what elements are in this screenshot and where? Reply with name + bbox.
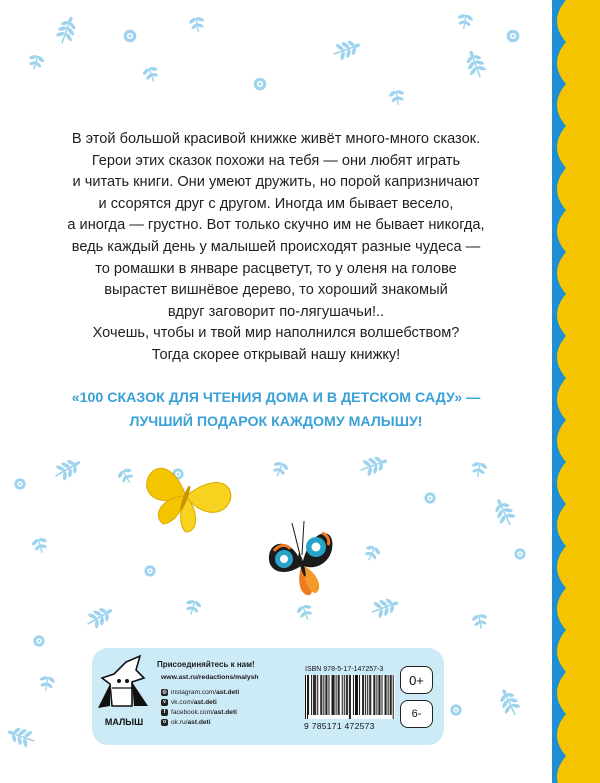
leaf-icon [331,36,364,63]
barcode-bar [338,675,339,715]
story-line: В этой большой красивой книжке живёт много-много сказок. [71,131,481,147]
age-mark-badge: 6- [400,700,433,728]
sprout-icon [26,53,46,72]
story-line: Хочешь, чтобы и твой мир наполнился волшебством? [92,325,460,342]
social-handle: ast.deti [187,719,211,727]
barcode-bar [385,675,386,715]
story-line: то ромашки в январе расцветут, то у оленя на голове [95,260,457,277]
barcode-bar [388,675,389,715]
sprout-icon [183,598,203,617]
leaf-icon [53,14,80,47]
barcode-bar [333,675,334,715]
barcode-bar [332,675,333,715]
barcode-bar [357,675,358,715]
barcode-icon [305,675,395,719]
social-link-ok[interactable] [161,718,239,728]
social-handle: ast.deti [193,698,217,706]
sprout-icon [141,64,162,84]
barcode-bar [346,675,347,715]
barcode-bar [326,675,327,715]
leaf-icon [5,723,38,750]
social-link-facebook[interactable] [161,707,239,717]
barcode-bar [369,675,370,715]
flower-icon [450,704,461,715]
barcode-bar [308,675,309,715]
flower-icon [144,565,155,576]
age-rating-badge: 0+ [400,666,433,694]
leaf-icon [462,48,489,81]
social-handle: ast.deti [216,688,240,696]
barcode-bar [314,675,315,715]
barcode-bar [355,675,356,715]
leaf-icon [358,452,391,479]
barcode-bar [356,675,357,715]
sprout-icon [361,543,383,564]
vk-icon: v [161,699,168,706]
barcode-bar [342,675,343,715]
barcode-bar [362,675,363,715]
sprout-icon [37,674,56,692]
leaf-icon [51,454,85,484]
flower-icon [33,635,44,646]
orange-butterfly-illustration [269,521,333,595]
promo-line-1: «100 СКАЗОК ДЛЯ ЧТЕНИЯ ДОМА И В ДЕТСКОМ САДУ» — [71,390,481,406]
story-line: Тогда скорее открывай нашу книжку! [151,346,401,363]
leaf-icon [83,602,117,632]
sprout-icon [295,602,316,622]
ok-icon: о [162,719,167,726]
barcode-bar [344,675,345,715]
sprout-icon [469,460,488,478]
story-line: вырастет вишнёвое дерево, то хороший знакомый [104,282,448,299]
barcode-bar [370,675,371,715]
social-prefix: facebook.com/ [171,708,214,716]
social-prefix: instagram.com/ [171,688,217,696]
story-line: и читать книги. Они умеют дружить, но порой капризничают [72,174,480,191]
barcode-bar [339,675,340,715]
barcode-bar [325,675,326,715]
leaf-icon [495,685,524,718]
social-prefix: ok.ru/ [171,719,188,727]
sprout-icon [387,88,406,106]
barcode-bar [367,675,368,715]
flower-icon [14,478,25,489]
promo-line-2: ЛУЧШИЙ ПОДАРОК КАЖДОМУ МАЛЫШУ! [129,414,423,430]
promo-slogan [0,386,552,434]
story-line: Герои этих сказок похожи на тебя — они любят играть [91,152,461,169]
story-line: и ссорятся друг с другом. Иногда им бывает весело, [98,195,454,212]
barcode-bar [363,675,364,715]
story-line: вдруг заговорит по-лягушачьи!.. [167,303,385,320]
social-link-instagram[interactable] [161,687,239,697]
barcode-bar [379,675,380,715]
barcode-bar [393,675,394,719]
sprout-icon [470,612,489,630]
barcode-bar [321,675,322,715]
flower-icon [124,30,137,43]
flower-icon [254,78,267,91]
barcode-bar [349,675,350,719]
publisher-info-panel [92,648,444,745]
yellow-butterfly-illustration [135,459,235,543]
barcode-bar [391,675,392,715]
malysh-logo-icon [92,648,156,745]
logo-text: МАЛЫШ [104,717,144,727]
barcode-bar [328,675,329,715]
isbn-number: ISBN 978-5-17-147257-3 [305,666,384,673]
barcode-bar [390,675,391,715]
barcode-bar [320,675,321,715]
barcode-bar [374,675,375,715]
flower-icon [424,492,435,503]
barcode-bar [334,675,335,715]
story-line: ведь каждый день у малышей происходят разные чудеса — [71,238,481,255]
barcode-bar [311,675,312,715]
barcode-bar [313,675,314,715]
barcode-bar [365,675,366,715]
story-line: а иногда — грустно. Вот только скучно им не бывает никогда, [67,217,485,234]
barcode-bar [350,675,351,719]
join-us-text: Присоединяйтесь к нам! [157,660,255,669]
barcode-bar [317,675,318,715]
barcode-bar [373,675,374,715]
social-link-vk[interactable] [161,697,239,707]
barcode-bar [382,675,383,715]
barcode-bar [376,675,377,715]
instagram-icon: ◎ [162,688,167,695]
barcode-bar [378,675,379,715]
sprout-icon [187,15,206,33]
social-prefix: vk.com/ [171,698,194,706]
barcode-bar [386,675,387,715]
barcode-bar [336,675,337,715]
flower-icon [507,30,520,43]
social-handle: ast.deti [213,708,237,716]
barcode-bar [307,675,308,719]
sprout-icon [455,12,474,30]
sprout-icon [115,465,137,487]
sprout-icon [30,536,50,555]
leaf-icon [369,594,402,621]
barcode-bar [323,675,324,715]
website-link[interactable]: www.ast.ru/redactions/malysh [161,674,259,681]
barcode-number: 9 785171 472573 [304,721,375,731]
sprout-icon [269,459,290,479]
social-links [161,687,239,728]
story-description [0,129,552,367]
barcode-bar [347,675,348,715]
book-spine-decoration [552,0,600,783]
barcode-bar [315,675,316,715]
barcode-bar [353,675,354,715]
leaf-icon [490,495,519,528]
flower-icon [514,548,525,559]
facebook-icon: f [161,709,168,716]
barcode-bar [359,675,360,715]
barcode-bar [305,675,306,719]
